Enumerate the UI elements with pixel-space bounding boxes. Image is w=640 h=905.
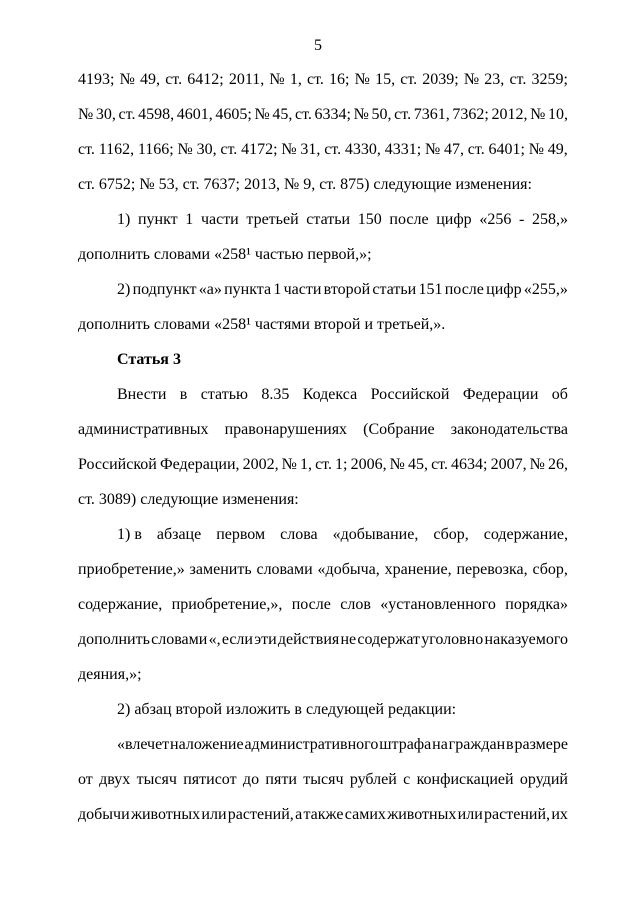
article-3-heading-line-1: Статья 3 [117,351,181,368]
amendment-intro-continuation-line-3: ст. 1162, 1166; № 30, ст. 4172; № 31, ст. 4330, 4331; № 47, ст. 6401; № 49, [78,141,568,158]
page-number: 5 [314,37,322,54]
amendment-intro-continuation-line-2: № 30, ст. 4598, 4601, 4605; № 45, ст. 6334; № 50, ст. 7361, 7362; 2012, № 10, [78,106,568,123]
amendment-intro-continuation-line-4: ст. 6752; № 53, ст. 7637; 2013, № 9, ст. 875) следующие изменения: [78,176,532,193]
upk-item-1-line-1: 1) пункт 1 части третьей статьи 150 после цифр «256 - 258,» [117,211,568,228]
koap-item-1-line-4: дополнить словами «, если эти действия не содержат уголовно наказуемого [78,631,568,648]
new-wording-line-2: от двух тысяч пятисот до пяти тысяч рублей с конфискацией орудий [78,771,568,788]
article-3-intro-line-1: Внести в статью 8.35 Кодекса Российской Федерации об [117,386,568,403]
new-wording-line-3: добычи животных или растений, а также самих животных или растений, их [78,806,568,823]
koap-item-1-line-2: приобретение,» заменить словами «добыча, хранение, перевозка, сбор, [78,561,568,578]
document-body [78,62,568,832]
upk-item-2-line-2: дополнить словами «258¹ частями второй и третьей,». [78,316,446,333]
article-3-intro-line-2: административных правонарушениях (Собрание законодательства [78,421,568,438]
upk-item-1-line-2: дополнить словами «258¹ частью первой,»; [78,246,372,263]
upk-item-2-line-1: 2) подпункт «а» пункта 1 части второй статьи 151 после цифр «255,» [117,281,568,298]
amendment-intro-continuation-line-1: 4193; № 49, ст. 6412; 2011, № 1, ст. 16; № 15, ст. 2039; № 23, ст. 3259; [78,71,568,88]
koap-item-1-line-1: 1) в абзаце первом слова «добывание, сбор, содержание, [117,526,568,543]
new-wording-line-1: «влечет наложение административного штрафа на граждан в размере [117,736,568,753]
article-3-intro-line-3: Российской Федерации, 2002, № 1, ст. 1; 2006, № 45, ст. 4634; 2007, № 26, [78,456,568,473]
koap-item-1-line-3: содержание, приобретение,», после слов «установленного порядка» [78,596,568,613]
koap-item-2-line-1: 2) абзац второй изложить в следующей редакции: [117,701,457,718]
article-3-intro-line-4: ст. 3089) следующие изменения: [78,491,299,508]
koap-item-1-line-5: деяния,»; [78,666,142,683]
